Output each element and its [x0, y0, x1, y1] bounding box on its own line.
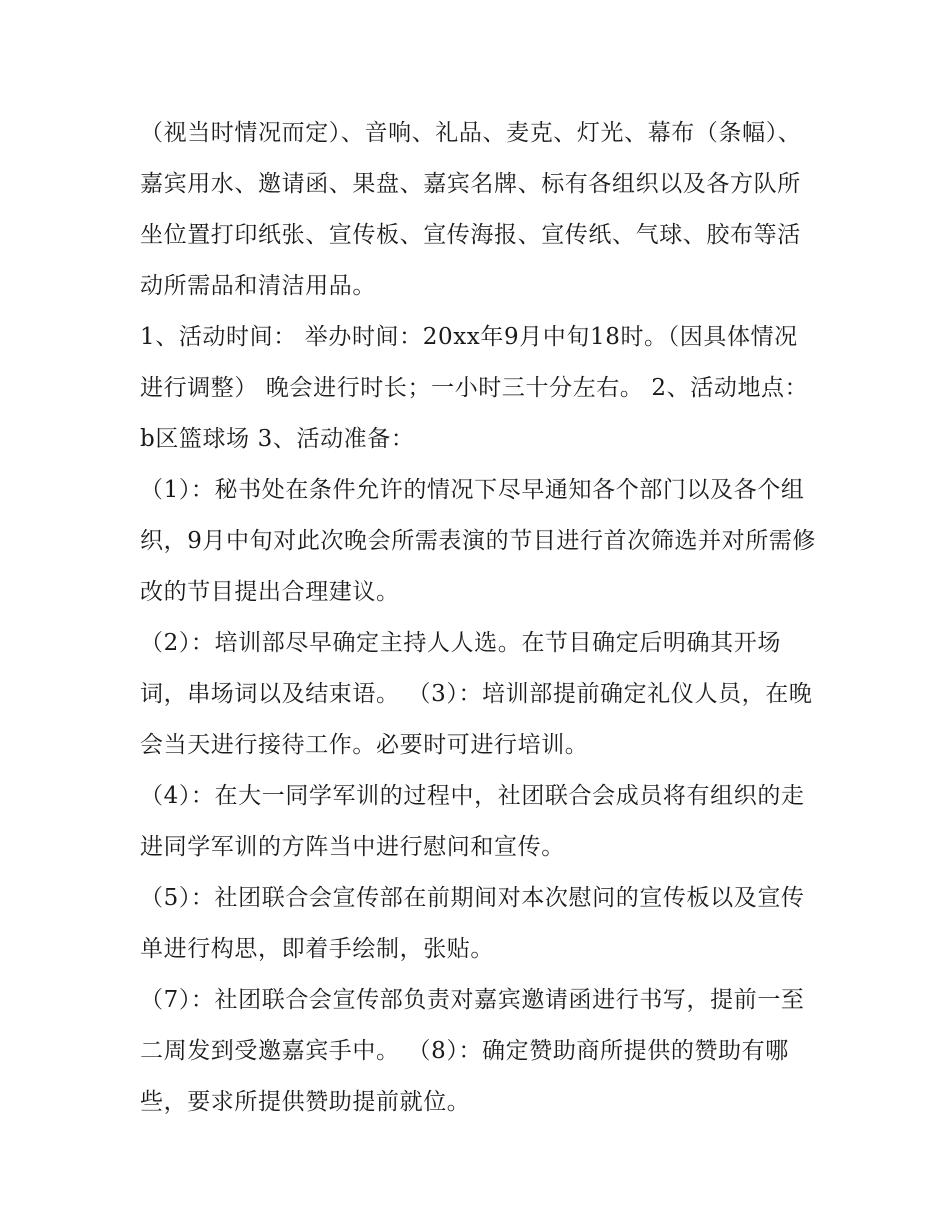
paragraph-step-5: （5）：社团联合会宣传部在前期间对本次慰问的宣传板以及宣传单进行构思，即着手绘制，张贴。 — [140, 885, 805, 962]
paragraph-supplies-list: （视当时情况而定）、音响、礼品、麦克、灯光、幕布（条幅）、嘉宾用水、邀请函、果盘、嘉宾名牌、标有各组织以及各方队所坐位置打印纸张、宣传板、宣传海报、宣传纸、气球、胶布等活动所需品和清洁用品。 — [140, 120, 802, 299]
paragraph-time-location: 1、活动时间： 举办时间：20xx年9月中旬18时。（因具体情况进行调整） 晚会进行时长；一小时三十分左右。 2、活动地点： b区篮球场 3、活动准备： — [140, 324, 809, 452]
paragraph-step-1: （1）：秘书处在条件允许的情况下尽早通知各个部门以及各个组织，9月中旬对此次晚会所需表演的节目进行首次筛选并对所需修改的节目提出合理建议。 — [140, 477, 817, 605]
paragraph-step-4: （4）：在大一同学军训的过程中，社团联合会成员将有组织的走进同学军训的方阵当中进行慰问和宣传。 — [140, 783, 805, 860]
paragraph-step-7-8: （7）：社团联合会宣传部负责对嘉宾邀请函进行书写，提前一至二周发到受邀嘉宾手中。 （8）：确定赞助商所提供的赞助有哪些，要求所提供赞助提前就位。 — [140, 987, 805, 1115]
paragraph-step-2-3: （2）：培训部尽早确定主持人人选。在节目确定后明确其开场词，串场词以及结束语。 （3）：培训部提前确定礼仪人员，在晚会当天进行接待工作。必要时可进行培训。 — [140, 630, 813, 758]
document-body — [140, 108, 820, 1128]
